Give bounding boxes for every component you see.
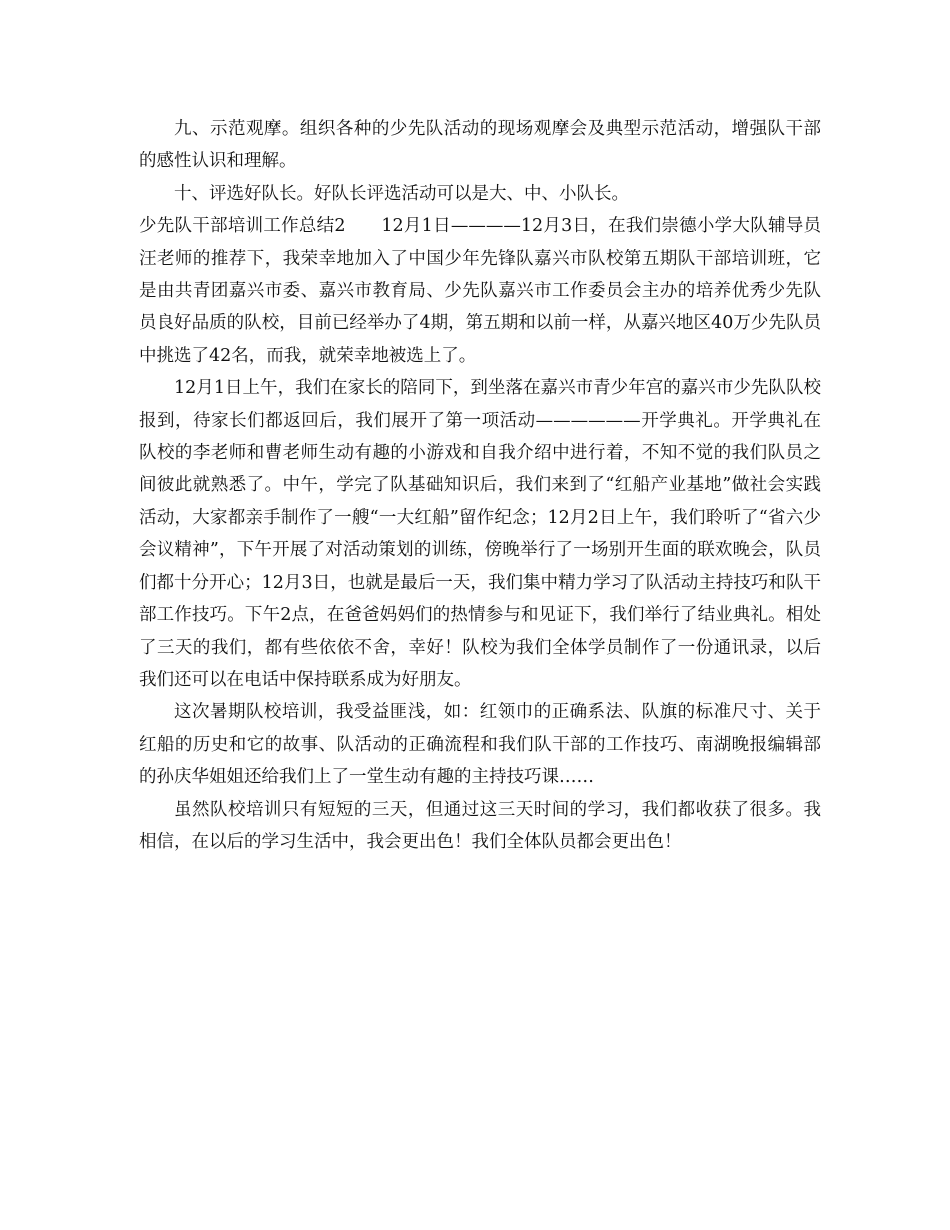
paragraph-training-days: 12月1日上午，我们在家长的陪同下，到坐落在嘉兴市青少年宫的嘉兴市少先队队校报到，待家长们都返回后，我们展开了第一项活动——————开学典礼。开学典礼在队校的李老师和曹老师生动有趣的小游戏和自我介绍中进行着，不知不觉的我们队员之间彼此就熟悉了。中午，学完了队基础知识后，我们来到了“红船产业基地”做社会实践活动，大家都亲手制作了一艘“一大红船”留作纪念；12月2日上午，我们聆听了“省六少会议精神”，下午开展了对活动策划的训练，傍晚举行了一场别开生面的联欢晚会，队员们都十分开心；12月3日，也就是最后一天，我们集中精力学习了队活动主持技巧和队干部工作技巧。下午2点，在爸爸妈妈们的热情参与和见证下，我们举行了结业典礼。相处了三天的我们，都有些依依不舍，幸好！队校为我们全体学员制作了一份通讯录，以后我们还可以在电话中保持联系成为好朋友。 [139, 378, 821, 690]
paragraph-summary-intro: 少先队干部培训工作总结2 12月1日————12月3日，在我们崇德小学大队辅导员汪老师的推荐下，我荣幸地加入了中国少年先锋队嘉兴市队校第五期队干部培训班，它是由共青团嘉兴市委、嘉兴市教育局、少先队嘉兴市工作委员会主办的培养优秀少先队员良好品质的队校，目前已经举办了4期，第五期和以前一样，从嘉兴地区40万少先队员中挑选了42名，而我，就荣幸地被选上了。 [139, 216, 821, 366]
paragraph-demonstration: 九、示范观摩。组织各种的少先队活动的现场观摩会及典型示范活动，增强队干部的感性认识和理解。 [139, 119, 821, 172]
paragraph-benefits: 这次暑期队校培训，我受益匪浅，如：红领巾的正确系法、队旗的标准尺寸、关于红船的历史和它的故事、队活动的正确流程和我们队干部的工作技巧、南湖晚报编辑部的孙庆华姐姐还给我们上了一堂生动有趣的主持技巧课…… [139, 702, 821, 788]
paragraph-captain-selection: 十、评选好队长。好队长评选活动可以是大、中、小队长。 [174, 183, 629, 204]
document-page [139, 113, 821, 858]
paragraph-conclusion: 虽然队校培训只有短短的三天，但通过这三天时间的学习，我们都收获了很多。我相信，在以后的学习生活中，我会更出色！我们全体队员都会更出色！ [139, 799, 821, 852]
